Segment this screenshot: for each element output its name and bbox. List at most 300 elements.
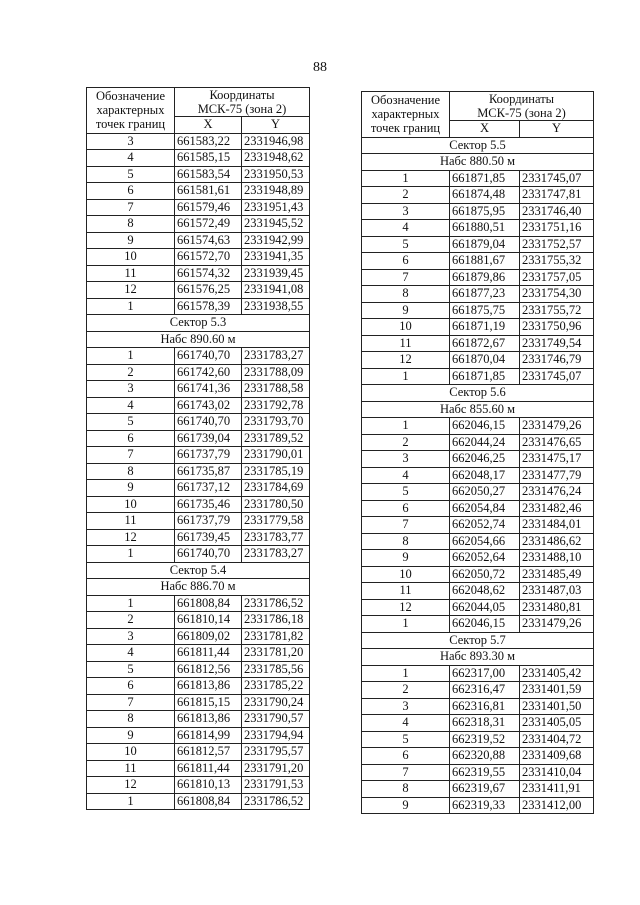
coord-y: 2331746,40	[520, 203, 594, 220]
coord-y: 2331950,53	[242, 166, 310, 183]
point-number: 12	[87, 282, 175, 299]
table-row	[87, 265, 310, 282]
coord-x: 661583,22	[175, 133, 242, 150]
coord-x: 661583,54	[175, 166, 242, 183]
point-number: 1	[87, 298, 175, 315]
table-row	[87, 414, 310, 431]
table-row	[362, 335, 594, 352]
point-number: 7	[362, 517, 450, 534]
coord-y: 2331488,10	[520, 550, 594, 567]
sector-title: Сектор 5.3	[87, 315, 310, 332]
coord-y: 2331479,26	[520, 418, 594, 435]
coord-y: 2331746,79	[520, 352, 594, 369]
table-row	[362, 451, 594, 468]
table-row	[362, 434, 594, 451]
table-row	[87, 595, 310, 612]
table-row	[362, 203, 594, 220]
coord-x: 661811,44	[175, 645, 242, 662]
coord-y: 2331755,72	[520, 302, 594, 319]
point-number: 11	[362, 335, 450, 352]
point-number: 6	[87, 183, 175, 200]
point-number: 9	[87, 727, 175, 744]
point-number: 6	[87, 678, 175, 695]
coord-x: 661872,67	[450, 335, 520, 352]
point-number: 2	[87, 612, 175, 629]
coord-y: 2331788,09	[242, 364, 310, 381]
point-number: 3	[362, 451, 450, 468]
sector-height: Набс 886.70 м	[87, 579, 310, 596]
table-row	[362, 352, 594, 369]
coord-x: 661740,70	[175, 414, 242, 431]
coord-y: 2331757,05	[520, 269, 594, 286]
coord-y: 2331951,43	[242, 199, 310, 216]
coord-x: 662319,33	[450, 797, 520, 814]
header-coord-line1: Координаты	[209, 88, 275, 102]
coord-x: 661871,85	[450, 170, 520, 187]
coord-y: 2331791,20	[242, 760, 310, 777]
coord-x: 662054,66	[450, 533, 520, 550]
coord-y: 2331745,07	[520, 368, 594, 385]
coord-y: 2331786,52	[242, 793, 310, 810]
coord-y: 2331475,17	[520, 451, 594, 468]
point-number: 8	[87, 216, 175, 233]
table-row	[362, 467, 594, 484]
coord-x: 661880,51	[450, 220, 520, 237]
coord-x: 662050,72	[450, 566, 520, 583]
coord-y: 2331412,00	[520, 797, 594, 814]
coord-x: 662320,88	[450, 748, 520, 765]
table-row	[87, 249, 310, 266]
point-number: 8	[362, 286, 450, 303]
point-number: 5	[87, 414, 175, 431]
coord-y: 2331946,98	[242, 133, 310, 150]
table-row	[362, 319, 594, 336]
table-row	[87, 216, 310, 233]
coord-y: 2331781,82	[242, 628, 310, 645]
coord-x: 661578,39	[175, 298, 242, 315]
header-col1-line1: Обозначение	[95, 89, 166, 104]
point-number: 2	[362, 187, 450, 204]
table-row	[362, 517, 594, 534]
coord-y: 2331484,01	[520, 517, 594, 534]
coord-x: 661572,49	[175, 216, 242, 233]
point-number: 9	[87, 232, 175, 249]
coord-x: 661572,70	[175, 249, 242, 266]
point-number: 2	[362, 682, 450, 699]
header-point-designation	[362, 92, 450, 138]
coord-y: 2331779,58	[242, 513, 310, 530]
table-row	[87, 744, 310, 761]
coord-y: 2331780,50	[242, 496, 310, 513]
point-number: 10	[362, 319, 450, 336]
coord-y: 2331794,94	[242, 727, 310, 744]
table-row	[87, 463, 310, 480]
table-row	[362, 170, 594, 187]
coord-x: 662048,17	[450, 467, 520, 484]
coord-x: 661877,23	[450, 286, 520, 303]
table-row	[87, 760, 310, 777]
header-y: Y	[520, 121, 594, 138]
coord-y: 2331941,08	[242, 282, 310, 299]
coord-y: 2331941,35	[242, 249, 310, 266]
coord-x: 662052,74	[450, 517, 520, 534]
coord-y: 2331790,24	[242, 694, 310, 711]
point-number: 1	[87, 793, 175, 810]
coord-y: 2331476,65	[520, 434, 594, 451]
table-row	[87, 694, 310, 711]
point-number: 12	[87, 529, 175, 546]
table-row	[87, 628, 310, 645]
coord-x: 661739,04	[175, 430, 242, 447]
coord-x: 661741,36	[175, 381, 242, 398]
point-number: 1	[362, 665, 450, 682]
coord-x: 661737,12	[175, 480, 242, 497]
table-row	[362, 550, 594, 567]
coordinates-table-right	[361, 91, 594, 814]
coord-y: 2331783,77	[242, 529, 310, 546]
point-number: 7	[87, 199, 175, 216]
point-number: 12	[87, 777, 175, 794]
coord-x: 661743,02	[175, 397, 242, 414]
table-row	[362, 731, 594, 748]
coord-y: 2331477,79	[520, 467, 594, 484]
coord-y: 2331781,20	[242, 645, 310, 662]
point-number: 10	[87, 249, 175, 266]
point-number: 6	[362, 253, 450, 270]
table-row	[362, 748, 594, 765]
coord-x: 661811,44	[175, 760, 242, 777]
table-row	[362, 302, 594, 319]
point-number: 9	[87, 480, 175, 497]
header-y: Y	[242, 117, 310, 134]
point-number: 1	[87, 348, 175, 365]
coord-x: 661581,61	[175, 183, 242, 200]
coord-x: 661810,13	[175, 777, 242, 794]
point-number: 9	[362, 797, 450, 814]
coord-x: 661870,04	[450, 352, 520, 369]
coord-x: 661879,04	[450, 236, 520, 253]
point-number: 1	[87, 546, 175, 563]
coord-x: 661871,19	[450, 319, 520, 336]
point-number: 9	[362, 302, 450, 319]
coord-y: 2331476,24	[520, 484, 594, 501]
table-row	[362, 269, 594, 286]
point-number: 11	[87, 760, 175, 777]
point-number: 12	[362, 352, 450, 369]
coord-x: 661815,15	[175, 694, 242, 711]
table-row	[87, 133, 310, 150]
point-number: 4	[87, 150, 175, 167]
sector-title: Сектор 5.6	[362, 385, 594, 402]
point-number: 1	[362, 368, 450, 385]
coord-y: 2331479,26	[520, 616, 594, 633]
coord-x: 661881,67	[450, 253, 520, 270]
coord-x: 662317,00	[450, 665, 520, 682]
table-row	[362, 616, 594, 633]
table-row	[362, 797, 594, 814]
point-number: 5	[362, 731, 450, 748]
coord-y: 2331793,70	[242, 414, 310, 431]
point-number: 7	[362, 269, 450, 286]
coord-y: 2331405,05	[520, 715, 594, 732]
point-number: 4	[362, 220, 450, 237]
table-row	[362, 682, 594, 699]
table-row	[87, 232, 310, 249]
coord-y: 2331409,68	[520, 748, 594, 765]
point-number: 12	[362, 599, 450, 616]
point-number: 8	[362, 781, 450, 798]
sector-height: Набс 855.60 м	[362, 401, 594, 418]
coord-x: 661810,14	[175, 612, 242, 629]
table-row	[362, 286, 594, 303]
sector-height: Набс 880.50 м	[362, 154, 594, 171]
coord-y: 2331795,57	[242, 744, 310, 761]
table-row	[87, 727, 310, 744]
coord-x: 661740,70	[175, 348, 242, 365]
coord-x: 661809,02	[175, 628, 242, 645]
coord-x: 662044,24	[450, 434, 520, 451]
coordinates-table-left	[86, 87, 310, 810]
table-row	[87, 150, 310, 167]
coord-y: 2331945,52	[242, 216, 310, 233]
table-row	[87, 661, 310, 678]
point-number: 6	[362, 748, 450, 765]
coord-x: 661871,85	[450, 368, 520, 385]
point-number: 10	[362, 566, 450, 583]
table-row	[87, 612, 310, 629]
point-number: 6	[362, 500, 450, 517]
coord-x: 661742,60	[175, 364, 242, 381]
coord-x: 661813,86	[175, 678, 242, 695]
coord-y: 2331750,96	[520, 319, 594, 336]
header-point-designation	[87, 88, 175, 134]
table-row	[362, 599, 594, 616]
point-number: 3	[362, 698, 450, 715]
coord-y: 2331792,78	[242, 397, 310, 414]
header-coord-line2: МСК-75 (зона 2)	[197, 102, 287, 116]
coord-y: 2331482,46	[520, 500, 594, 517]
coord-x: 662316,81	[450, 698, 520, 715]
coord-x: 661574,63	[175, 232, 242, 249]
point-number: 5	[87, 166, 175, 183]
point-number: 4	[362, 467, 450, 484]
table-row	[87, 480, 310, 497]
coord-x: 661875,75	[450, 302, 520, 319]
table-row	[362, 500, 594, 517]
coord-y: 2331784,69	[242, 480, 310, 497]
sector-title: Сектор 5.7	[362, 632, 594, 649]
header-coordinates	[175, 88, 310, 117]
coord-x: 661812,56	[175, 661, 242, 678]
point-number: 1	[362, 616, 450, 633]
coord-y: 2331486,62	[520, 533, 594, 550]
table-row	[362, 715, 594, 732]
table-row	[87, 777, 310, 794]
coord-x: 662046,15	[450, 418, 520, 435]
point-number: 2	[87, 364, 175, 381]
point-number: 5	[362, 236, 450, 253]
coord-y: 2331411,91	[520, 781, 594, 798]
point-number: 1	[362, 418, 450, 435]
coord-y: 2331404,72	[520, 731, 594, 748]
coord-x: 662046,15	[450, 616, 520, 633]
coord-x: 662319,52	[450, 731, 520, 748]
table-row	[87, 793, 310, 810]
coord-x: 662046,25	[450, 451, 520, 468]
coord-x: 661813,86	[175, 711, 242, 728]
table-row	[87, 678, 310, 695]
table-row	[87, 430, 310, 447]
point-number: 5	[87, 661, 175, 678]
point-number: 1	[87, 595, 175, 612]
coord-y: 2331401,59	[520, 682, 594, 699]
coord-x: 661874,48	[450, 187, 520, 204]
point-number: 4	[362, 715, 450, 732]
point-number: 11	[87, 513, 175, 530]
coord-y: 2331485,49	[520, 566, 594, 583]
table-row	[87, 166, 310, 183]
point-number: 3	[362, 203, 450, 220]
point-number: 3	[87, 133, 175, 150]
coord-y: 2331751,16	[520, 220, 594, 237]
sector-title: Сектор 5.5	[362, 137, 594, 154]
coord-y: 2331939,45	[242, 265, 310, 282]
coord-x: 661812,57	[175, 744, 242, 761]
table-row	[362, 583, 594, 600]
table-row	[87, 282, 310, 299]
coord-x: 662318,31	[450, 715, 520, 732]
table-row	[87, 381, 310, 398]
coord-y: 2331783,27	[242, 546, 310, 563]
coord-y: 2331790,57	[242, 711, 310, 728]
table-row	[87, 447, 310, 464]
coord-x: 661740,70	[175, 546, 242, 563]
coord-x: 661579,46	[175, 199, 242, 216]
sector-height: Набс 893.30 м	[362, 649, 594, 666]
point-number: 10	[87, 496, 175, 513]
table-body-left	[87, 88, 310, 810]
table-row	[362, 484, 594, 501]
coord-x: 661808,84	[175, 793, 242, 810]
header-col1-line3: точек границ	[95, 117, 166, 132]
page-number: 88	[313, 60, 327, 75]
table-row	[87, 645, 310, 662]
coord-y: 2331480,81	[520, 599, 594, 616]
coord-x: 661735,46	[175, 496, 242, 513]
coord-y: 2331938,55	[242, 298, 310, 315]
point-number: 7	[87, 694, 175, 711]
coord-y: 2331755,32	[520, 253, 594, 270]
coord-y: 2331948,62	[242, 150, 310, 167]
coord-x: 662319,67	[450, 781, 520, 798]
table-row	[87, 397, 310, 414]
header-x: X	[175, 117, 242, 134]
table-row	[87, 364, 310, 381]
point-number: 3	[87, 628, 175, 645]
coord-y: 2331790,01	[242, 447, 310, 464]
point-number: 11	[362, 583, 450, 600]
point-number: 8	[87, 711, 175, 728]
point-number: 7	[362, 764, 450, 781]
coord-y: 2331785,19	[242, 463, 310, 480]
header-x: X	[450, 121, 520, 138]
point-number: 8	[362, 533, 450, 550]
point-number: 8	[87, 463, 175, 480]
table-row	[362, 236, 594, 253]
point-number: 2	[362, 434, 450, 451]
coord-x: 661814,99	[175, 727, 242, 744]
table-row	[87, 199, 310, 216]
table-row	[87, 348, 310, 365]
coord-x: 662050,27	[450, 484, 520, 501]
coord-y: 2331487,03	[520, 583, 594, 600]
coord-y: 2331752,57	[520, 236, 594, 253]
coord-y: 2331745,07	[520, 170, 594, 187]
coord-x: 661574,32	[175, 265, 242, 282]
coord-x: 662048,62	[450, 583, 520, 600]
coord-x: 661735,87	[175, 463, 242, 480]
sector-title: Сектор 5.4	[87, 562, 310, 579]
coord-y: 2331783,27	[242, 348, 310, 365]
coord-y: 2331788,58	[242, 381, 310, 398]
table-row	[87, 496, 310, 513]
coord-y: 2331948,89	[242, 183, 310, 200]
point-number: 5	[362, 484, 450, 501]
coord-y: 2331942,99	[242, 232, 310, 249]
point-number: 4	[87, 397, 175, 414]
coord-x: 661737,79	[175, 447, 242, 464]
coord-x: 661739,45	[175, 529, 242, 546]
coord-x: 661576,25	[175, 282, 242, 299]
coord-x: 661879,86	[450, 269, 520, 286]
table-body-right	[362, 92, 594, 814]
coord-y: 2331749,54	[520, 335, 594, 352]
table-row	[362, 665, 594, 682]
table-row	[87, 183, 310, 200]
coord-y: 2331405,42	[520, 665, 594, 682]
header-col1-line2: характерных	[371, 107, 440, 122]
table-row	[362, 368, 594, 385]
point-number: 7	[87, 447, 175, 464]
table-row	[362, 533, 594, 550]
coord-y: 2331747,81	[520, 187, 594, 204]
table-row	[362, 781, 594, 798]
table-row	[87, 529, 310, 546]
table-row	[362, 418, 594, 435]
table-row	[87, 546, 310, 563]
table-row	[362, 187, 594, 204]
coord-y: 2331785,56	[242, 661, 310, 678]
table-row	[362, 566, 594, 583]
table-row	[362, 698, 594, 715]
header-col1-line1: Обозначение	[370, 93, 441, 108]
point-number: 4	[87, 645, 175, 662]
coord-x: 662319,55	[450, 764, 520, 781]
table-row	[362, 253, 594, 270]
coord-x: 662054,84	[450, 500, 520, 517]
point-number: 3	[87, 381, 175, 398]
coord-y: 2331786,18	[242, 612, 310, 629]
header-coord-line1: Координаты	[488, 92, 555, 106]
table-row	[362, 220, 594, 237]
coord-y: 2331786,52	[242, 595, 310, 612]
coord-x: 662044,05	[450, 599, 520, 616]
coord-y: 2331401,50	[520, 698, 594, 715]
header-col1-line2: характерных	[96, 103, 165, 118]
header-coord-line2: МСК-75 (зона 2)	[477, 106, 566, 120]
coord-x: 661737,79	[175, 513, 242, 530]
coord-x: 662316,47	[450, 682, 520, 699]
